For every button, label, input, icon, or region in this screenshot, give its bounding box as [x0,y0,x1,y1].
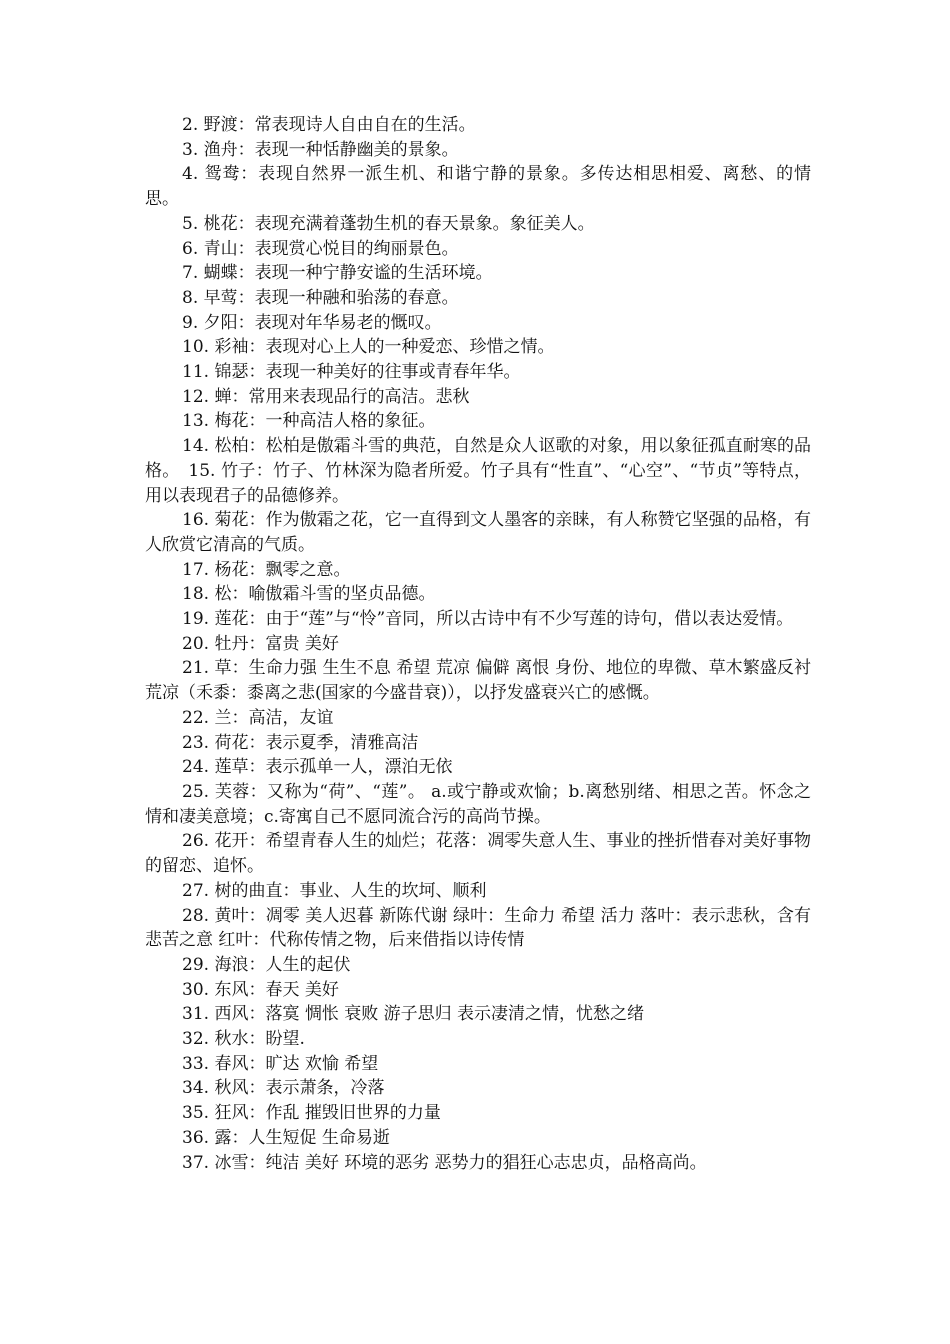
item-shu-qu-zhi: 27. 树的曲直：事业、人生的坎坷、顺利 [182,880,487,901]
item-song-bai-zhu-zi: 14. 松柏：松柏是傲霜斗雪的典范，自然是众人讴歌的对象，用以象征孤直耐寒的品格。 15. 竹子：竹子、竹林深为隐者所爱。竹子具有“性直”、“心空”、“节贞”等特点，用以表现君子的品德修养。 [145,436,811,506]
item-xi-yang: 9. 夕阳：表现对年华易老的慨叹。 [182,312,442,333]
item-qing-shan: 6. 青山：表现赏心悦目的绚丽景色。 [182,238,459,259]
item-xi-feng: 31. 西风：落寞 惆怅 衰败 游子思归 表示凄清之情，忧愁之绪 [182,1004,645,1025]
item-lu: 36. 露：人生短促 生命易逝 [182,1127,390,1148]
item-dong-feng: 30. 东风：春天 美好 [182,979,339,1000]
item-lian-hua: 19. 莲花：由于“莲”与“怜”音同，所以古诗中有不少写莲的诗句，借以表达爱情。 [182,609,794,630]
item-fu-rong: 25. 芙蓉：又称为“荷”、“莲”。 a.或宁静或欢愉；b.离愁别绪、相思之苦。怀念之情和凄美意境；c.寄寓自己不愿同流合污的高尚节操。 [145,781,811,827]
item-ye-du: 2. 野渡：常表现诗人自由自在的生活。 [182,115,476,135]
item-song: 18. 松：喻傲霜斗雪的坚贞品德。 [182,584,436,605]
item-bing-xue: 37. 冰雪：纯洁 美好 环境的恶劣 恶势力的猖狂心志忠贞，品格高尚。 [182,1152,707,1173]
item-lan: 22. 兰：高洁，友谊 [182,707,334,728]
item-kuang-feng: 35. 狂风：作乱 摧毁旧世界的力量 [182,1103,441,1124]
item-chan: 12. 蝉：常用来表现品行的高洁。悲秋 [182,386,470,407]
item-mei-hua: 13. 梅花：一种高洁人格的象征。 [182,411,436,432]
item-cao: 21. 草：生命力强 生生不息 希望 荒凉 偏僻 离恨 身份、地位的卑微、草木繁盛反衬荒凉（禾黍：黍离之悲(国家的今盛昔衰)），以抒发盛衰兴亡的感慨。 [145,658,811,704]
item-lian-cao: 24. 莲草：表示孤单一人，漂泊无依 [182,757,453,778]
item-qiu-shui: 32. 秋水：盼望. [182,1029,305,1050]
item-chun-feng: 33. 春风：旷达 欢愉 希望 [182,1053,379,1074]
item-jin-se: 11. 锦瑟：表现一种美好的往事或青春年华。 [182,362,521,383]
item-yu-zhou: 3. 渔舟：表现一种恬静幽美的景象。 [182,139,459,160]
item-he-hua: 23. 荷花：表示夏季，清雅高洁 [182,732,419,753]
item-cai-xiu: 10. 彩袖：表现对心上人的一种爱恋、珍惜之情。 [182,337,555,358]
item-qiu-feng: 34. 秋风：表示萧条，冷落 [182,1078,385,1099]
item-hu-die: 7. 蝴蝶：表现一种宁静安谧的生活环境。 [182,263,493,284]
document-page [145,113,811,1175]
item-yuan-yang: 4. 鸳鸯：表现自然界一派生机、和谐宁静的景象。多传达相思相爱、离愁、的情思。 [145,164,811,210]
item-yang-hua: 17. 杨花：飘零之意。 [182,559,351,580]
item-huang-ye: 28. 黄叶：凋零 美人迟暮 新陈代谢 绿叶：生命力 希望 活力 落叶：表示悲秋，含有悲苦之意 红叶：代称传情之物，后来借指以诗传情 [145,905,811,951]
item-tao-hua: 5. 桃花：表现充满着蓬勃生机的春天景象。象征美人。 [182,213,595,234]
item-ju-hua: 16. 菊花：作为傲霜之花，它一直得到文人墨客的亲睐，有人称赞它坚强的品格，有人欣赏它清高的气质。 [145,510,811,555]
item-hua-kai: 26. 花开：希望青春人生的灿烂；花落：凋零失意人生、事业的挫折惜春对美好事物的留恋、追怀。 [145,831,811,877]
item-hai-lang: 29. 海浪：人生的起伏 [182,954,351,975]
item-mu-dan: 20. 牡丹：富贵 美好 [182,633,339,654]
item-zao-ying: 8. 早莺：表现一种融和骀荡的春意。 [182,287,459,308]
